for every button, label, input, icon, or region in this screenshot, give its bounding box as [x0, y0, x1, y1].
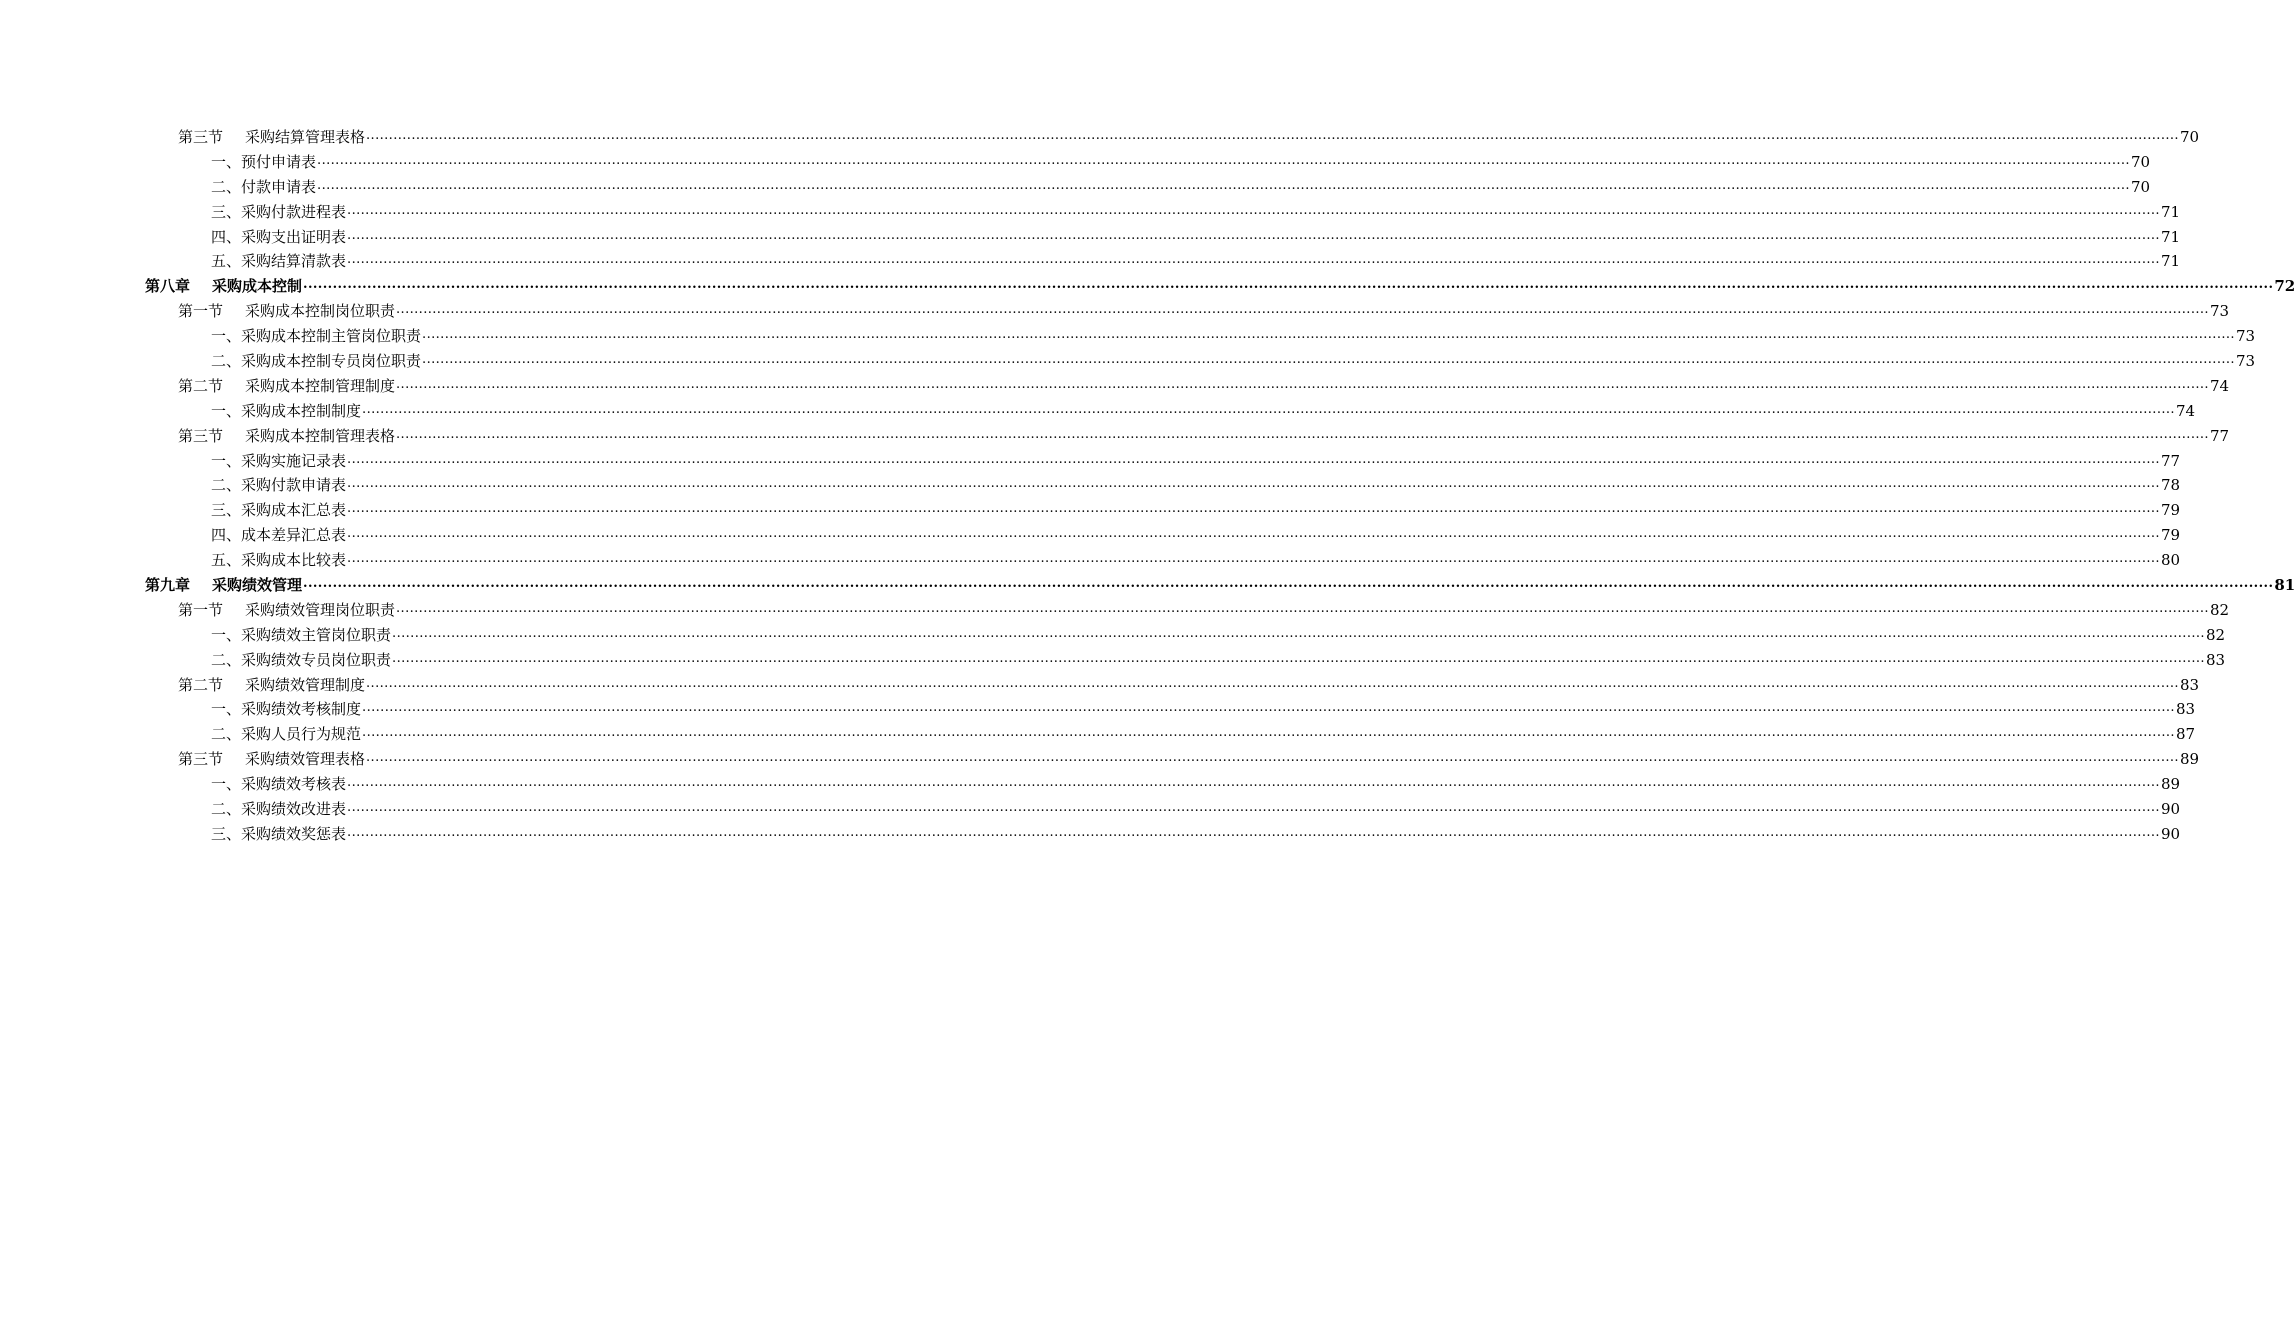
toc-dot-leader: ................................................................................................................................................................................................................................................................................................................................................................................................................ [396, 302, 2209, 318]
toc-entry-number: 二、 [211, 725, 242, 744]
toc-entry-number: 五、 [211, 252, 242, 271]
toc-entry-number: 一、 [211, 700, 242, 719]
toc-entry-title: 采购绩效管理制度 [245, 675, 366, 694]
toc-entry-title: 采购绩效管理岗位职责 [245, 600, 396, 619]
toc-section-entry[interactable] [0, 374, 2230, 399]
toc-section-entry[interactable] [0, 673, 2200, 698]
toc-section-entry[interactable] [0, 747, 2200, 772]
toc-entry-title: 采购付款申请表 [241, 476, 347, 495]
toc-dot-leader: ................................................................................................................................................................................................................................................................................................................................................................................................................ [347, 775, 2160, 791]
toc-item-entry[interactable] [0, 175, 2151, 200]
toc-entry-number: 第三节 [178, 750, 224, 769]
toc-entry-title: 采购成本控制主管岗位职责 [241, 327, 422, 346]
toc-dot-leader: ................................................................................................................................................................................................................................................................................................................................................................................................................ [392, 650, 2205, 666]
toc-page-number: 70 [2130, 152, 2151, 171]
toc-dot-leader: ................................................................................................................................................................................................................................................................................................................................................................................................................ [303, 576, 2274, 592]
toc-entry-number: 一、 [211, 625, 242, 644]
toc-page-number: 72 [2274, 277, 2295, 296]
table-of-contents [0, 125, 2295, 847]
toc-dot-leader: ................................................................................................................................................................................................................................................................................................................................................................................................................ [347, 476, 2160, 492]
toc-entry-number: 二、 [211, 352, 242, 370]
toc-page-number: 83 [2179, 675, 2200, 694]
toc-dot-leader: ................................................................................................................................................................................................................................................................................................................................................................................................................ [366, 127, 2179, 143]
toc-entry-number: 五、 [211, 551, 242, 570]
toc-entry-title: 采购成本比较表 [241, 551, 347, 570]
toc-item-entry[interactable] [0, 324, 2256, 349]
toc-dot-leader: ................................................................................................................................................................................................................................................................................................................................................................................................................ [347, 451, 2160, 467]
toc-item-entry[interactable] [0, 648, 2226, 673]
toc-dot-leader: ................................................................................................................................................................................................................................................................................................................................................................................................................ [366, 675, 2179, 691]
toc-dot-leader: ................................................................................................................................................................................................................................................................................................................................................................................................................ [392, 625, 2205, 641]
toc-item-entry[interactable] [0, 822, 2181, 847]
toc-entry-number: 第二节 [178, 376, 224, 395]
toc-page-number: 71 [2160, 252, 2181, 271]
toc-entry-title: 采购人员行为规范 [241, 725, 362, 744]
toc-entry-number: 一、 [211, 327, 242, 346]
toc-entry-title: 采购成本控制管理制度 [245, 376, 396, 395]
toc-item-entry[interactable] [0, 399, 2196, 424]
toc-entry-title: 采购成本控制专员岗位职责 [241, 352, 422, 370]
toc-page-number: 73 [2235, 352, 2256, 370]
toc-dot-leader: ................................................................................................................................................................................................................................................................................................................................................................................................................ [347, 501, 2160, 517]
toc-item-entry[interactable] [0, 722, 2196, 747]
toc-entry-title: 采购实施记录表 [241, 451, 347, 470]
toc-page-number: 82 [2209, 600, 2230, 619]
toc-item-entry[interactable] [0, 498, 2181, 523]
toc-dot-leader: ................................................................................................................................................................................................................................................................................................................................................................................................................ [396, 600, 2209, 616]
toc-entry-title: 采购结算清款表 [241, 252, 347, 271]
toc-dot-leader: ................................................................................................................................................................................................................................................................................................................................................................................................................ [362, 401, 2175, 417]
toc-entry-title: 成本差异汇总表 [241, 526, 347, 545]
toc-entry-title: 采购结算管理表格 [245, 127, 366, 146]
toc-page-number: 77 [2209, 426, 2230, 445]
toc-item-entry[interactable] [0, 772, 2181, 797]
toc-page-number: 71 [2160, 202, 2181, 221]
toc-page-number: 77 [2160, 451, 2181, 470]
toc-entry-number: 二、 [211, 800, 242, 819]
toc-page-number: 80 [2160, 551, 2181, 570]
toc-page-number: 83 [2175, 700, 2196, 719]
toc-entry-number: 一、 [211, 401, 242, 420]
toc-page-number: 79 [2160, 501, 2181, 520]
toc-item-entry[interactable] [0, 523, 2181, 548]
toc-entry-number: 一、 [211, 152, 242, 171]
toc-entry-number: 第三节 [178, 127, 224, 146]
toc-entry-title: 采购绩效管理表格 [245, 750, 366, 769]
toc-entry-number: 第三节 [178, 426, 224, 445]
toc-entry-title: 采购成本汇总表 [241, 501, 347, 520]
toc-page-number: 73 [2235, 327, 2256, 346]
toc-entry-title: 采购成本控制 [212, 277, 303, 296]
toc-page-number: 74 [2175, 401, 2196, 420]
toc-section-entry[interactable] [0, 299, 2230, 324]
toc-entry-number: 二、 [211, 177, 242, 196]
toc-entry-title: 采购绩效考核表 [241, 775, 347, 794]
toc-entry-title: 预付申请表 [241, 152, 317, 171]
toc-entry-title: 采购成本控制制度 [241, 401, 362, 420]
toc-item-entry[interactable] [0, 225, 2181, 250]
toc-item-entry[interactable] [0, 150, 2151, 175]
toc-entry-title: 采购绩效管理 [212, 576, 303, 595]
toc-section-entry[interactable] [0, 424, 2230, 449]
toc-entry-title: 采购绩效主管岗位职责 [241, 625, 392, 644]
toc-entry-number: 第八章 [145, 277, 191, 296]
toc-entry-number: 三、 [211, 501, 242, 520]
toc-item-entry[interactable] [0, 249, 2181, 274]
toc-page-number: 83 [2205, 650, 2226, 669]
toc-page-number: 71 [2160, 227, 2181, 246]
toc-entry-number: 二、 [211, 476, 242, 495]
toc-dot-leader: ................................................................................................................................................................................................................................................................................................................................................................................................................ [317, 177, 2130, 193]
toc-page-number: 81 [2274, 576, 2295, 595]
toc-item-entry[interactable] [0, 548, 2181, 573]
toc-entry-number: 三、 [211, 824, 242, 843]
toc-page-number: 74 [2209, 376, 2230, 395]
toc-section-entry[interactable] [0, 125, 2200, 150]
toc-page-number: 87 [2175, 725, 2196, 744]
toc-dot-leader: ................................................................................................................................................................................................................................................................................................................................................................................................................ [396, 426, 2209, 442]
toc-page-number: 78 [2160, 476, 2181, 495]
toc-dot-leader: ................................................................................................................................................................................................................................................................................................................................................................................................................ [347, 526, 2160, 542]
toc-page-number: 70 [2179, 127, 2200, 146]
toc-entry-number: 第一节 [178, 302, 224, 321]
toc-dot-leader: ................................................................................................................................................................................................................................................................................................................................................................................................................ [366, 750, 2179, 766]
toc-dot-leader: ................................................................................................................................................................................................................................................................................................................................................................................................................ [422, 352, 2235, 367]
toc-entry-title: 采购成本控制管理表格 [245, 426, 396, 445]
toc-entry-number: 二、 [211, 650, 242, 669]
toc-dot-leader: ................................................................................................................................................................................................................................................................................................................................................................................................................ [362, 725, 2175, 741]
toc-entry-number: 四、 [211, 526, 242, 545]
toc-chapter-entry[interactable] [0, 573, 2295, 598]
toc-entry-number: 一、 [211, 451, 242, 470]
toc-page-number: 82 [2205, 625, 2226, 644]
toc-dot-leader: ................................................................................................................................................................................................................................................................................................................................................................................................................ [347, 824, 2160, 840]
toc-entry-number: 三、 [211, 202, 242, 221]
toc-dot-leader: ................................................................................................................................................................................................................................................................................................................................................................................................................ [347, 227, 2160, 243]
toc-entry-title: 采购绩效考核制度 [241, 700, 362, 719]
toc-dot-leader: ................................................................................................................................................................................................................................................................................................................................................................................................................ [347, 252, 2160, 268]
toc-entry-title: 采购付款进程表 [241, 202, 347, 221]
toc-entry-title: 采购绩效改进表 [241, 800, 347, 819]
toc-entry-title: 采购支出证明表 [241, 227, 347, 246]
toc-page-number: 90 [2160, 824, 2181, 843]
toc-section-entry[interactable] [0, 598, 2230, 623]
toc-dot-leader: ................................................................................................................................................................................................................................................................................................................................................................................................................ [347, 551, 2160, 567]
toc-page-number: 73 [2209, 302, 2230, 321]
toc-item-entry[interactable] [0, 797, 2181, 822]
toc-entry-number: 一、 [211, 775, 242, 794]
toc-item-entry[interactable] [0, 623, 2226, 648]
toc-dot-leader: ................................................................................................................................................................................................................................................................................................................................................................................................................ [317, 152, 2130, 168]
toc-entry-title: 采购绩效奖惩表 [241, 824, 347, 843]
toc-item-entry[interactable] [0, 200, 2181, 225]
toc-entry-title: 付款申请表 [241, 177, 317, 196]
toc-item-entry[interactable] [0, 473, 2181, 498]
toc-dot-leader: ................................................................................................................................................................................................................................................................................................................................................................................................................ [422, 327, 2235, 343]
toc-dot-leader: ................................................................................................................................................................................................................................................................................................................................................................................................................ [347, 800, 2160, 816]
toc-page-number: 70 [2130, 177, 2151, 196]
toc-entry-number: 第九章 [145, 576, 191, 595]
toc-dot-leader: ................................................................................................................................................................................................................................................................................................................................................................................................................ [396, 376, 2209, 392]
toc-entry-title: 采购成本控制岗位职责 [245, 302, 396, 321]
toc-entry-title: 采购绩效专员岗位职责 [241, 650, 392, 669]
toc-item-entry[interactable] [0, 697, 2196, 722]
toc-dot-leader: ................................................................................................................................................................................................................................................................................................................................................................................................................ [303, 277, 2274, 293]
toc-page-number: 89 [2160, 775, 2181, 794]
toc-item-entry[interactable] [0, 449, 2181, 474]
toc-entry-number: 第一节 [178, 600, 224, 619]
toc-page-number: 89 [2179, 750, 2200, 769]
toc-dot-leader: ................................................................................................................................................................................................................................................................................................................................................................................................................ [347, 202, 2160, 218]
toc-page-number: 79 [2160, 526, 2181, 545]
toc-page-number: 90 [2160, 800, 2181, 819]
toc-item-entry[interactable] [0, 349, 2256, 374]
toc-entry-number: 第二节 [178, 675, 224, 694]
toc-dot-leader: ................................................................................................................................................................................................................................................................................................................................................................................................................ [362, 700, 2175, 716]
toc-entry-number: 四、 [211, 227, 242, 246]
toc-chapter-entry[interactable] [0, 274, 2295, 299]
